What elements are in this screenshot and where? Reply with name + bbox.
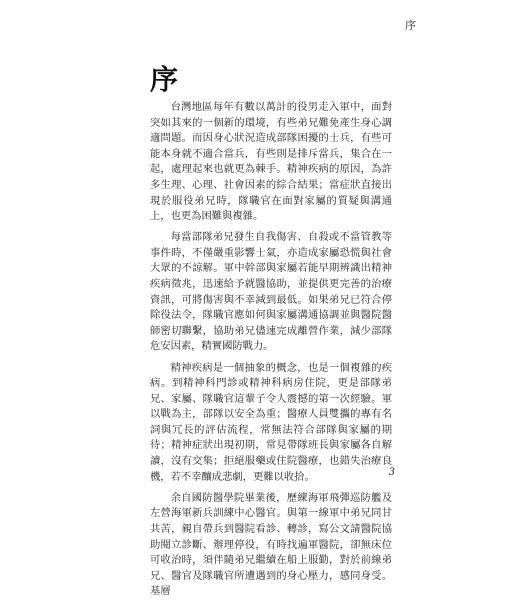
- paragraph: 台灣地區每年有數以萬計的役男走入軍中，面對突如其來的一個新的環境，有些弟兄難免產生身心調適問題。而因身心狀況造成部隊困擾的士兵，有些可能本身就不適合當兵，有些則是排斥當兵，集合在一起，處理起來也就更為棘手。精神疾病的原因，為許多生理、心理、社會因素的綜合結果；當症狀直接出現於服役弟兄時，隊職官在面對家屬的質疑與溝通上，也更為困難與複雜。: [150, 101, 392, 223]
- chapter-title: 序: [150, 63, 181, 96]
- paragraph: 精神疾病是一個抽象的概念，也是一個複雜的疾病。到精神科門診或精神科病房住院，更是部隊弟兄、家屬、隊職官這輩子令人震撼的第一次經驗。軍以戰為主，部隊以安全為重；醫療人員雙攜的專有名詞與冗長的評估流程，常無法符合部隊與家屬的期待；精神症狀出現初期，常見帶隊班長與家屬各自解讀，沒有交集；拒絕服藥或住院醫療，也錯失治療良機，若不幸釀成悲劇，更難以收拾。: [150, 361, 392, 483]
- paragraph: 余自國防醫學院畢業後，歷練海軍飛彈巡防艦及左營海軍新兵訓練中心醫官。與第一線軍中弟兄同甘共苦，親自帶兵到醫院看診、轉診，寫公文請醫院協助閱立診斷、辦理停役，有時找遍軍醫院，卻無床位可收治時，須伴隨弟兄繼續在船上服勤，對於前線弟兄、醫官及隊職官所遭遇到的身心壓力，感同身受。基層: [150, 491, 392, 598]
- paragraph: 每當部隊弟兄發生自我傷害、自殺或不當管教等事件時，不僅嚴重影響士氣，亦造成家屬恐慌與社會大眾的不諒解。軍中幹部與家屬若能早期辨識出精神疾病徵兆，迅速給予就醫協助，並提供更完善的治療資訊，可將傷害與不幸減到最低。如果弟兄已符合停除役法令，隊職官應如何與家屬溝通協調並與醫院醫師密切聯繫，協助弟兄儘速完成離營作業，減少部隊危安因素，精實國防戰力。: [150, 231, 392, 353]
- body-text: [150, 100, 392, 605]
- page-number: 3: [388, 467, 395, 478]
- running-head: 序: [405, 19, 416, 32]
